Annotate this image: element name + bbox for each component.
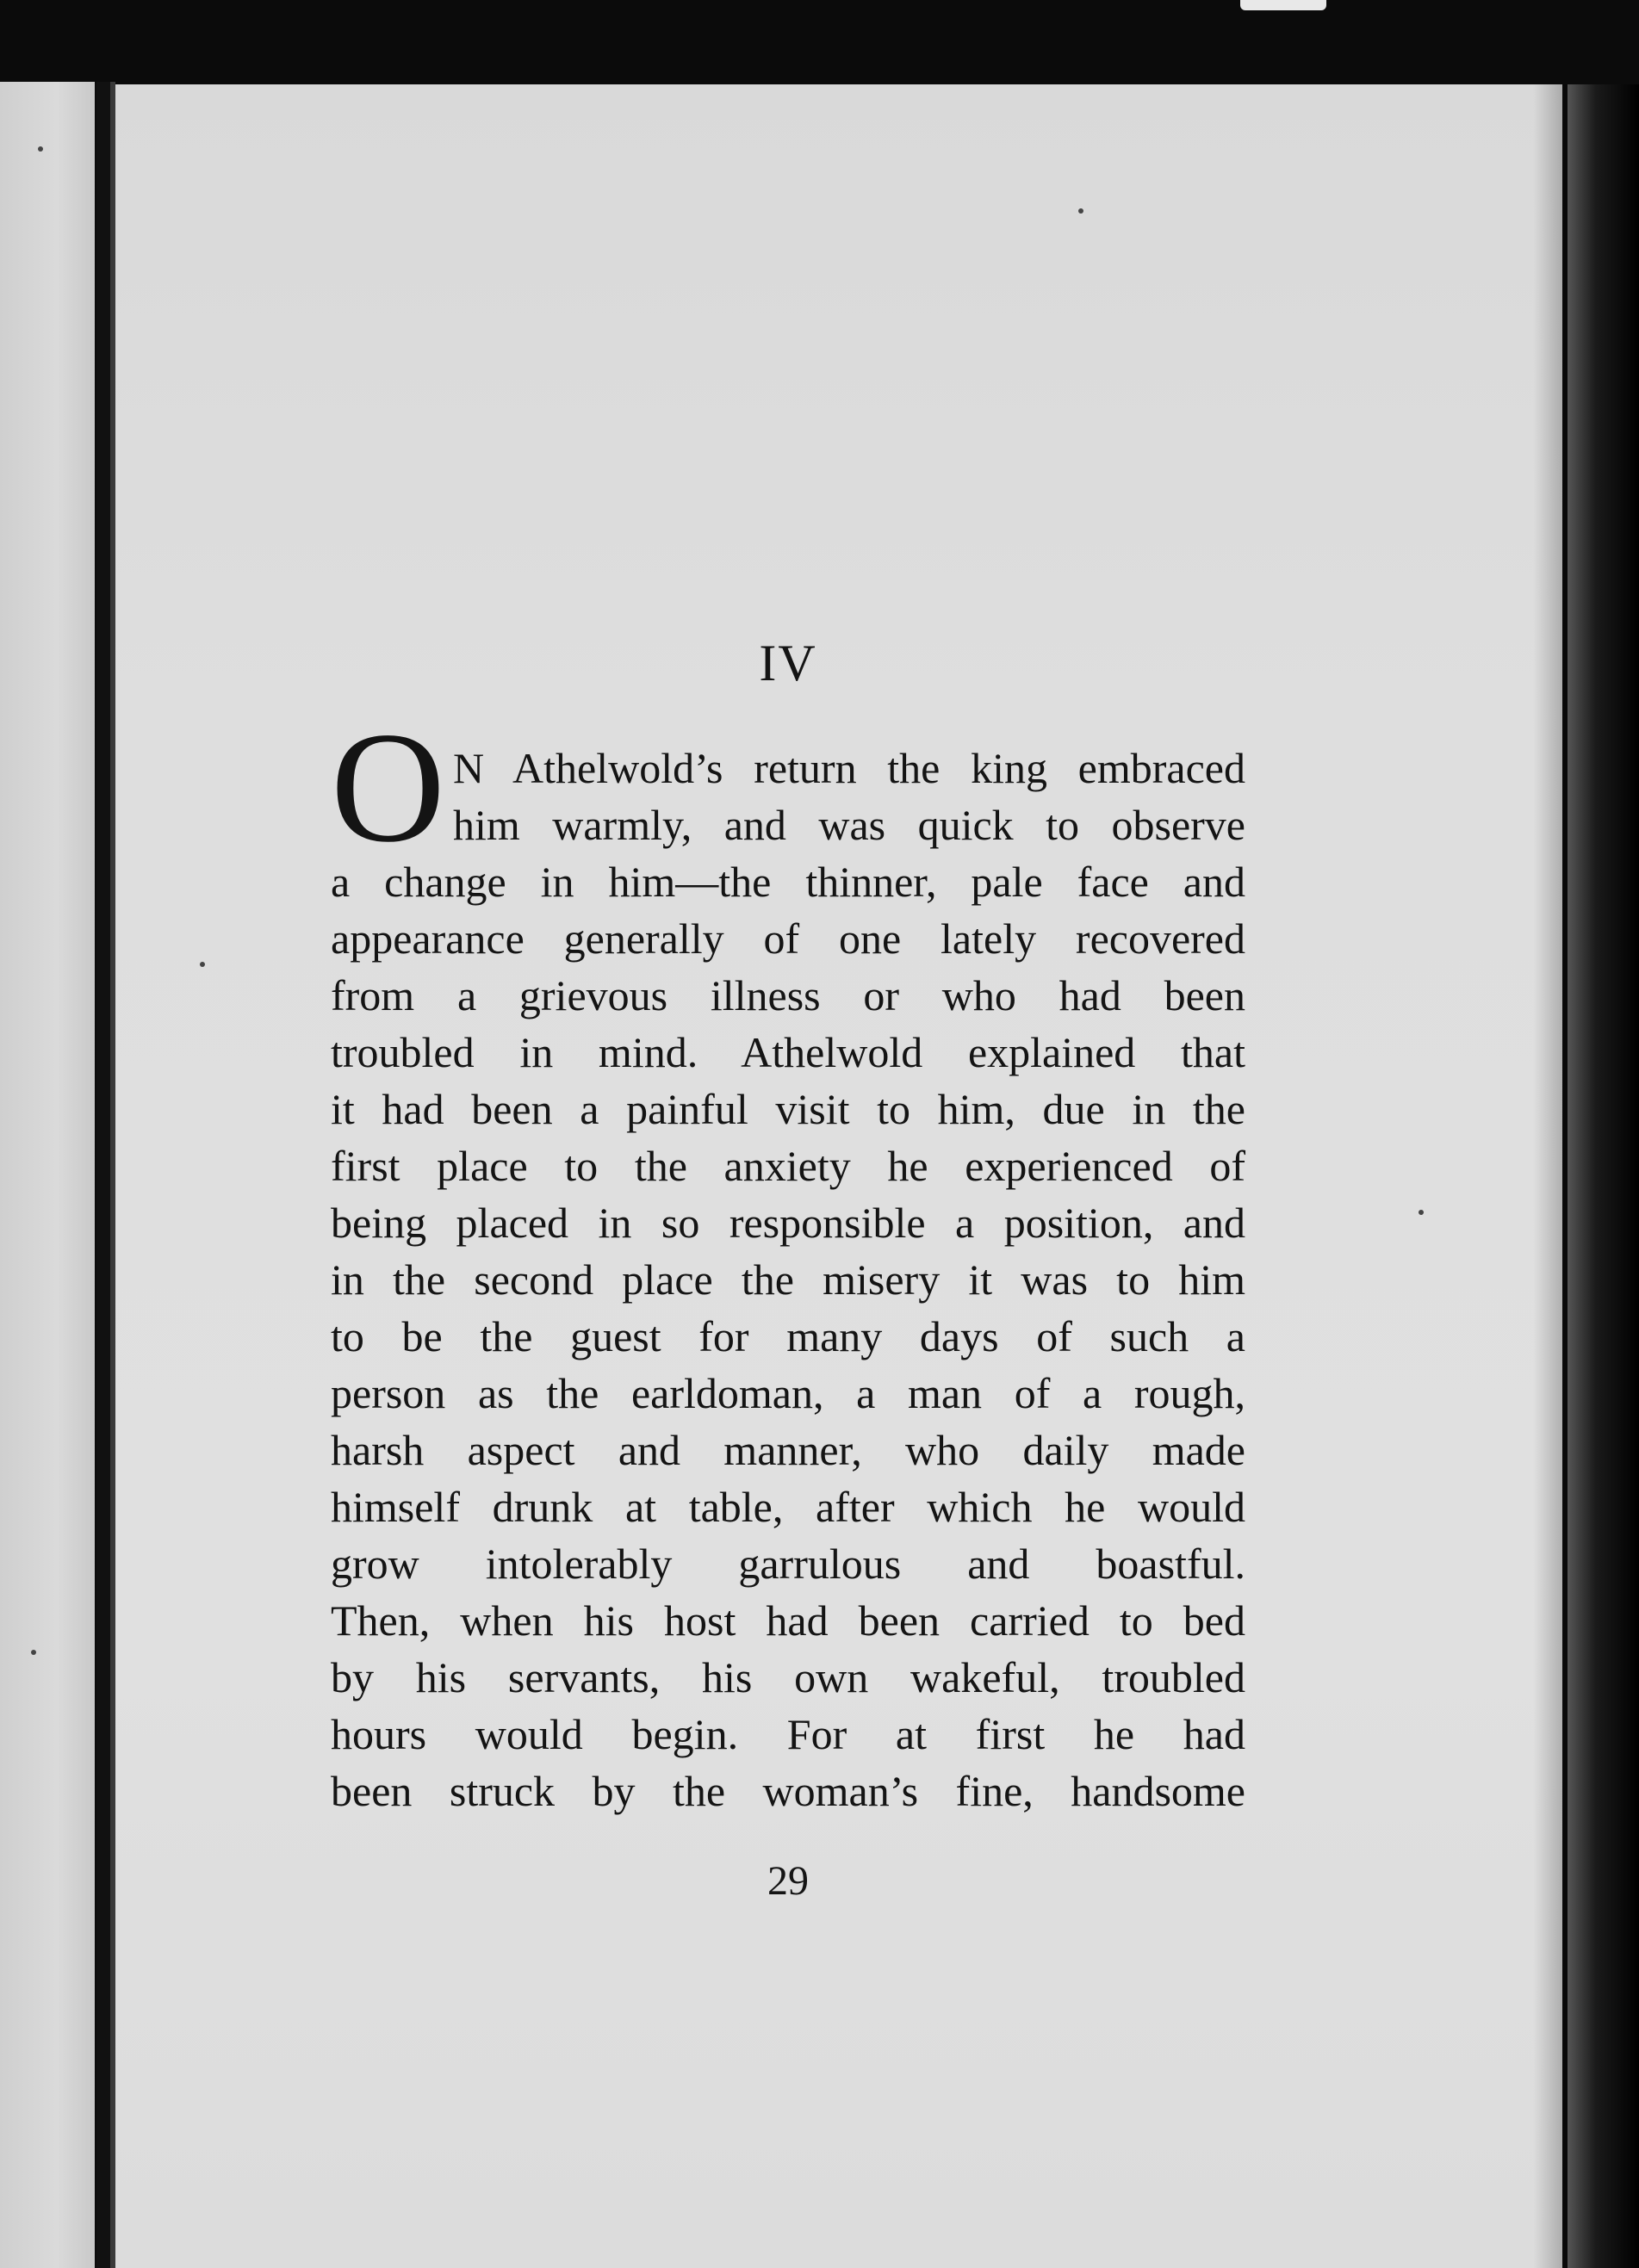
text-line: N Athelwold’s return the king embraced (453, 744, 1245, 792)
page-number: 29 (767, 1858, 809, 1904)
chapter-heading: IV (759, 635, 817, 691)
text-line: Then, when his host had been carried to bed (331, 1596, 1245, 1645)
scan-speck (1078, 208, 1083, 214)
text-line: from a grievous illness or who had been (331, 971, 1245, 1019)
scan-top-border (0, 0, 1639, 84)
text-line: being placed in so responsible a position, and (331, 1199, 1245, 1247)
text-line: first place to the anxiety he experienced of (331, 1142, 1245, 1190)
text-line: been struck by the woman’s fine, handsome (331, 1767, 1245, 1815)
scan-right-border (1568, 84, 1639, 2268)
text-line: it had been a painful visit to him, due in the (331, 1085, 1245, 1133)
text-line: to be the guest for many days of such a (331, 1312, 1245, 1360)
text-line: by his servants, his own wakeful, troubled (331, 1653, 1245, 1701)
text-line: appearance generally of one lately recovered (331, 914, 1245, 963)
scan-speck (200, 962, 205, 967)
gutter-shadow (96, 82, 110, 2268)
scan-speck (1419, 1210, 1424, 1215)
page-shadow (1533, 84, 1568, 2268)
text-line: in the second place the misery it was to him (331, 1255, 1245, 1304)
text-line: harsh aspect and manner, who daily made (331, 1426, 1245, 1474)
text-line: himself drunk at table, after which he would (331, 1483, 1245, 1531)
text-line: grow intolerably garrulous and boastful. (331, 1540, 1245, 1588)
text-line: troubled in mind. Athelwold explained that (331, 1028, 1245, 1076)
text-line: him warmly, and was quick to observe (453, 801, 1245, 849)
text-line: a change in him—the thinner, pale face and (331, 858, 1245, 906)
text-line: hours would begin. For at first he had (331, 1710, 1245, 1758)
scan-glare (1240, 0, 1326, 10)
drop-cap: O (331, 699, 445, 875)
previous-page-edge (0, 82, 95, 2268)
scan-speck (31, 1650, 36, 1655)
text-line: person as the earldoman, a man of a rough, (331, 1369, 1245, 1417)
scan-speck (38, 146, 43, 152)
